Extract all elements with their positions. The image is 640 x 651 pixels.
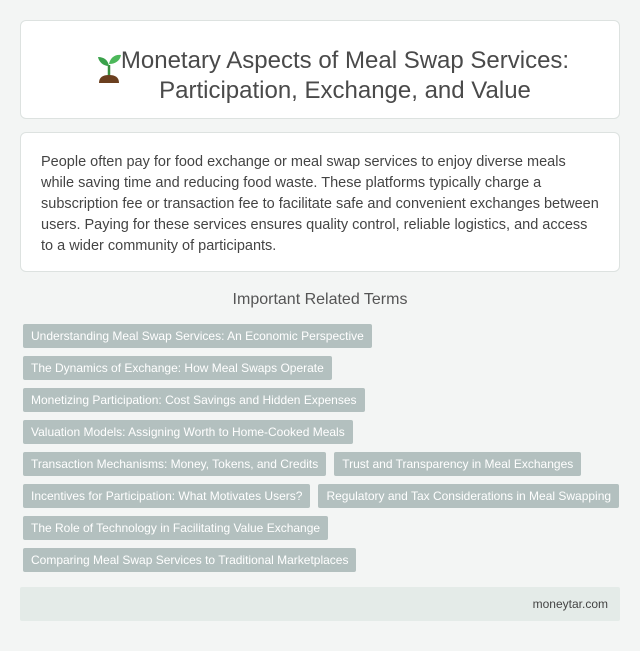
related-terms-list xyxy=(23,324,623,580)
footer-site-link[interactable]: moneytar.com xyxy=(532,597,608,611)
related-term-tag[interactable]: The Dynamics of Exchange: How Meal Swaps Operate xyxy=(23,356,332,380)
related-term-tag[interactable]: Incentives for Participation: What Motivates Users? xyxy=(23,484,310,508)
related-term-tag[interactable]: The Role of Technology in Facilitating Value Exchange xyxy=(23,516,328,540)
term-row xyxy=(23,484,623,510)
term-row xyxy=(23,548,623,574)
related-term-tag[interactable]: Monetizing Participation: Cost Savings and Hidden Expenses xyxy=(23,388,365,412)
term-row xyxy=(23,452,623,478)
related-term-tag[interactable]: Transaction Mechanisms: Money, Tokens, and Credits xyxy=(23,452,326,476)
title-card xyxy=(20,20,620,119)
term-row xyxy=(23,324,623,350)
term-row xyxy=(23,388,623,414)
footer xyxy=(20,587,620,621)
related-term-tag[interactable]: Trust and Transparency in Meal Exchanges xyxy=(334,452,581,476)
page-title: Monetary Aspects of Meal Swap Services: Participation, Exchange, and Value xyxy=(120,47,570,104)
term-row xyxy=(23,516,623,542)
related-term-tag[interactable]: Valuation Models: Assigning Worth to Home-Cooked Meals xyxy=(23,420,353,444)
term-row xyxy=(23,420,623,446)
related-term-tag[interactable]: Regulatory and Tax Considerations in Meal Swapping xyxy=(318,484,619,508)
related-term-tag[interactable]: Comparing Meal Swap Services to Traditional Marketplaces xyxy=(23,548,356,572)
intro-card xyxy=(20,132,620,272)
related-terms-heading: Important Related Terms xyxy=(232,291,408,308)
term-row xyxy=(23,356,623,382)
related-term-tag[interactable]: Understanding Meal Swap Services: An Economic Perspective xyxy=(23,324,372,348)
intro-paragraph: People often pay for food exchange or meal swap services to enjoy diverse meals while saving time and reducing food waste. These platforms typically charge a subscription fee or transaction fee to facilitate safe and convenient exchanges between users. Paying for these services ensures quality control, reliable logistics, and access to a wider community of participants. xyxy=(41,154,599,254)
